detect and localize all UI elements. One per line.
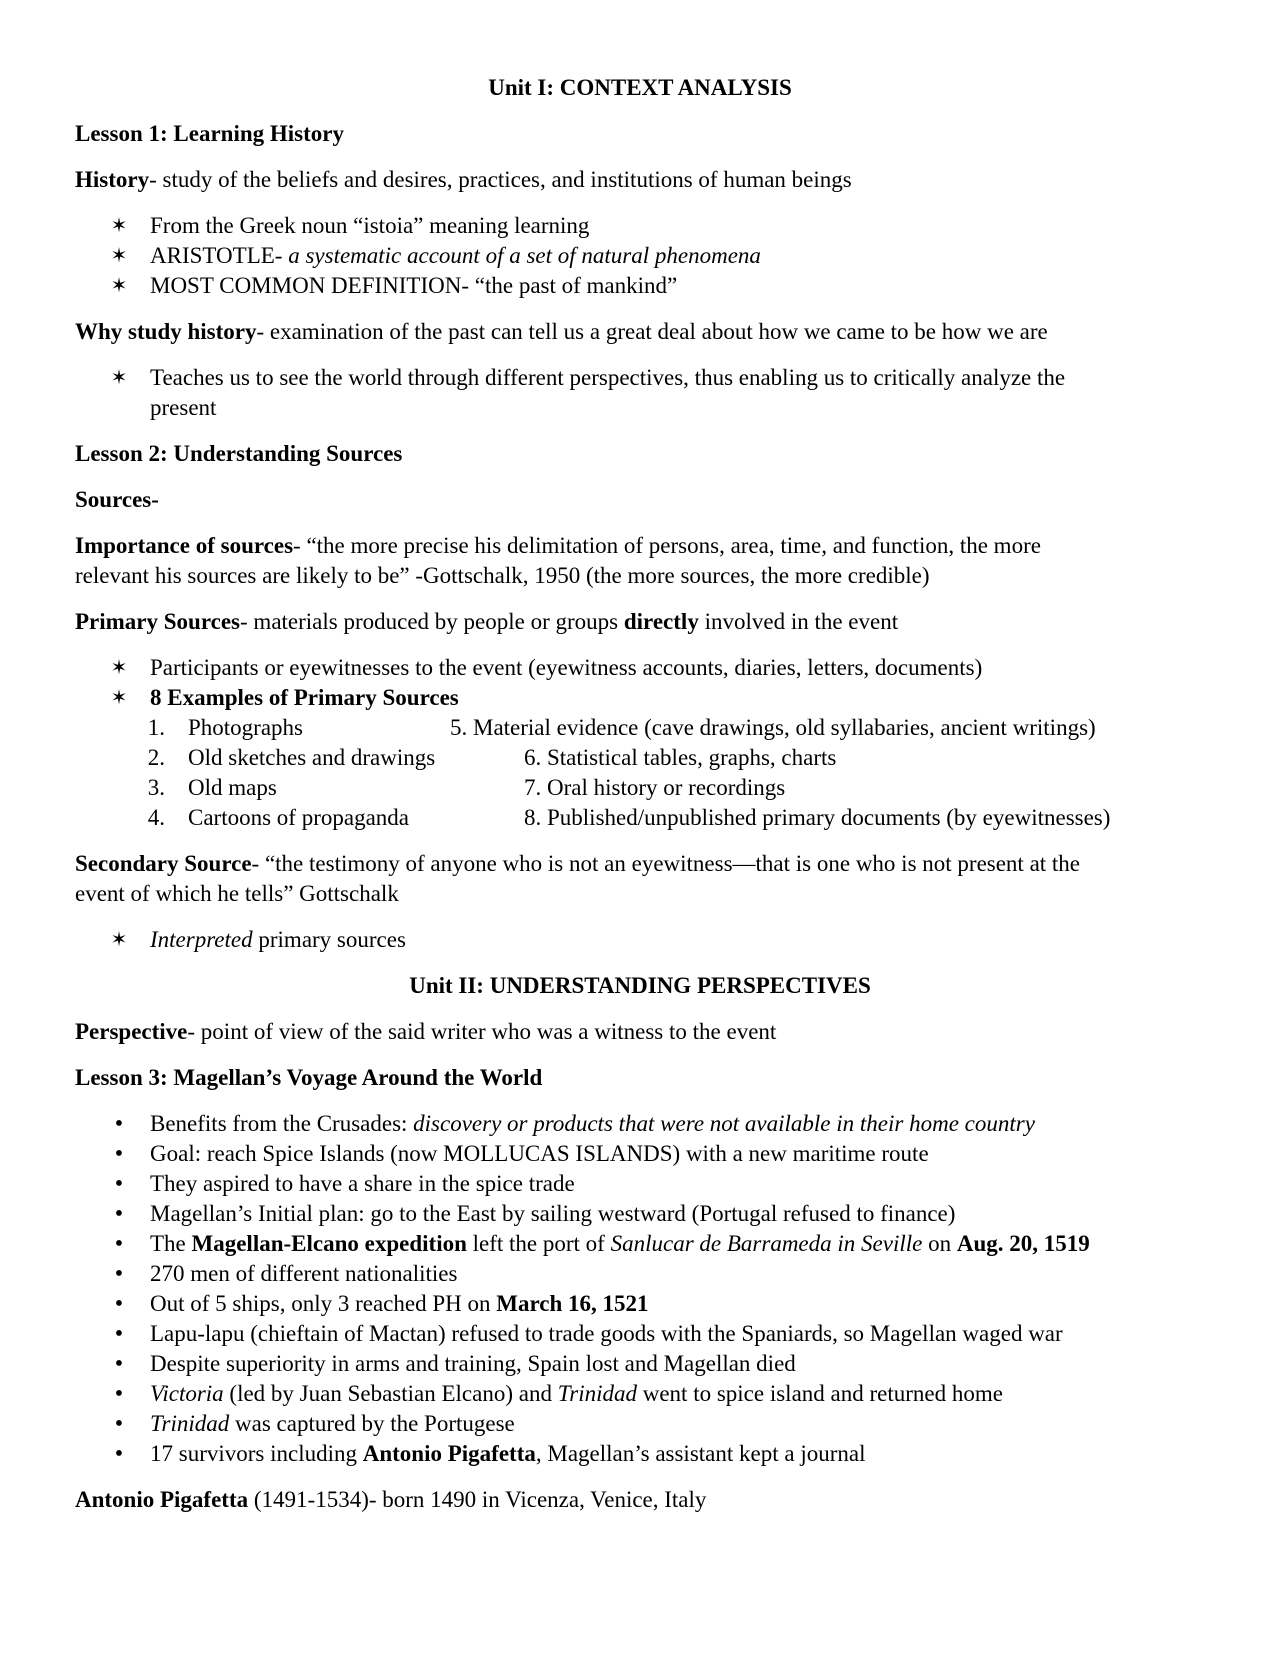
secondary-source-line2: event of which he tells” Gottschalk — [75, 881, 399, 906]
magellan-bullet: 17 survivors including Antonio Pigafetta, Magellan’s assistant kept a journal — [150, 1441, 866, 1466]
example-number: 4. — [147, 805, 165, 830]
example-number: 3. — [147, 775, 165, 800]
magellan-bullet: Out of 5 ships, only 3 reached PH on March 16, 1521 — [150, 1291, 649, 1316]
example-item: Cartoons of propaganda — [188, 805, 409, 830]
unit1-title: Unit I: CONTEXT ANALYSIS — [488, 75, 792, 100]
magellan-bullet: Victoria (led by Juan Sebastian Elcano) and Trinidad went to spice island and returned home — [150, 1381, 1003, 1406]
magellan-bullet: Magellan’s Initial plan: go to the East by sailing westward (Portugal refused to finance) — [150, 1201, 956, 1226]
primary-bullet-examples-heading: 8 Examples of Primary Sources — [150, 685, 459, 710]
secondary-bullet-interpreted: Interpreted primary sources — [150, 927, 406, 952]
magellan-bullet: Benefits from the Crusades: discovery or products that were not available in their home country — [150, 1111, 1035, 1136]
star-bullet-icon: ✶ — [110, 245, 128, 267]
dot-bullet-icon: • — [114, 1441, 124, 1467]
magellan-bullet: Trinidad was captured by the Portugese — [150, 1411, 515, 1436]
unit2-title: Unit II: UNDERSTANDING PERSPECTIVES — [409, 973, 871, 998]
example-item: 6. Statistical tables, graphs, charts — [524, 745, 837, 770]
star-bullet-icon: ✶ — [110, 929, 128, 951]
primary-bullet-participants: Participants or eyewitnesses to the event (eyewitness accounts, diaries, letters, documents) — [150, 655, 983, 680]
dot-bullet-icon: • — [114, 1261, 124, 1287]
why-study-history: Why study history- examination of the past can tell us a great deal about how we came to be how we are — [75, 319, 1048, 344]
dot-bullet-icon: • — [114, 1411, 124, 1437]
secondary-source-line1: Secondary Source- “the testimony of anyone who is not an eyewitness—that is one who is not present at the — [75, 851, 1081, 876]
pigafetta-definition: Antonio Pigafetta (1491-1534)- born 1490 in Vicenza, Venice, Italy — [75, 1487, 707, 1512]
importance-of-sources-line1: Importance of sources- “the more precise his delimitation of persons, area, time, and function, the more — [75, 533, 1041, 558]
magellan-bullet: Goal: reach Spice Islands (now MOLLUCAS ISLANDS) with a new maritime route — [150, 1141, 929, 1166]
dot-bullet-icon: • — [114, 1111, 124, 1137]
example-item: 5. Material evidence (cave drawings, old syllabaries, ancient writings) — [450, 715, 1096, 740]
magellan-bullet: Lapu-lapu (chieftain of Mactan) refused to trade goods with the Spaniards, so Magellan waged war — [150, 1321, 1063, 1346]
star-bullet-icon: ✶ — [110, 687, 128, 709]
primary-sources-definition: Primary Sources- materials produced by people or groups directly involved in the event — [75, 609, 899, 634]
importance-of-sources-line2: relevant his sources are likely to be” -Gottschalk, 1950 (the more sources, the more credible) — [75, 563, 930, 588]
example-item: Photographs — [188, 715, 303, 740]
example-number: 1. — [147, 715, 165, 740]
dot-bullet-icon: • — [114, 1231, 124, 1257]
lesson1-heading: Lesson 1: Learning History — [75, 121, 344, 146]
magellan-bullet: 270 men of different nationalities — [150, 1261, 458, 1286]
star-bullet-icon: ✶ — [110, 367, 128, 389]
star-bullet-icon: ✶ — [110, 275, 128, 297]
lesson2-heading: Lesson 2: Understanding Sources — [75, 441, 403, 466]
history-bullet-greek: From the Greek noun “istoia” meaning learning — [150, 213, 590, 238]
perspective-definition: Perspective- point of view of the said writer who was a witness to the event — [75, 1019, 777, 1044]
example-number: 2. — [147, 745, 165, 770]
dot-bullet-icon: • — [114, 1141, 124, 1167]
dot-bullet-icon: • — [114, 1321, 124, 1347]
magellan-bullet: The Magellan-Elcano expedition left the port of Sanlucar de Barrameda in Seville on Aug. 20, 1519 — [150, 1231, 1090, 1256]
example-item: Old sketches and drawings — [188, 745, 436, 770]
why-bullet-line2: present — [150, 395, 217, 420]
magellan-bullet: Despite superiority in arms and training, Spain lost and Magellan died — [150, 1351, 796, 1376]
dot-bullet-icon: • — [114, 1201, 124, 1227]
example-item: 8. Published/unpublished primary documents (by eyewitnesses) — [524, 805, 1111, 830]
sources-term: Sources- — [75, 487, 159, 512]
star-bullet-icon: ✶ — [110, 657, 128, 679]
magellan-bullet: They aspired to have a share in the spice trade — [150, 1171, 575, 1196]
dot-bullet-icon: • — [114, 1171, 124, 1197]
example-item: 7. Oral history or recordings — [524, 775, 786, 800]
example-item: Old maps — [188, 775, 277, 800]
dot-bullet-icon: • — [114, 1381, 124, 1407]
lesson3-heading: Lesson 3: Magellan’s Voyage Around the World — [75, 1065, 543, 1090]
star-bullet-icon: ✶ — [110, 215, 128, 237]
history-bullet-aristotle: ARISTOTLE- a systematic account of a set of natural phenomena — [150, 243, 761, 268]
dot-bullet-icon: • — [114, 1351, 124, 1377]
why-bullet-line1: Teaches us to see the world through different perspectives, thus enabling us to critically analyze the — [150, 365, 1066, 390]
history-definition: History- study of the beliefs and desires, practices, and institutions of human beings — [75, 167, 852, 192]
dot-bullet-icon: • — [114, 1291, 124, 1317]
history-bullet-common-definition: MOST COMMON DEFINITION- “the past of mankind” — [150, 273, 678, 298]
